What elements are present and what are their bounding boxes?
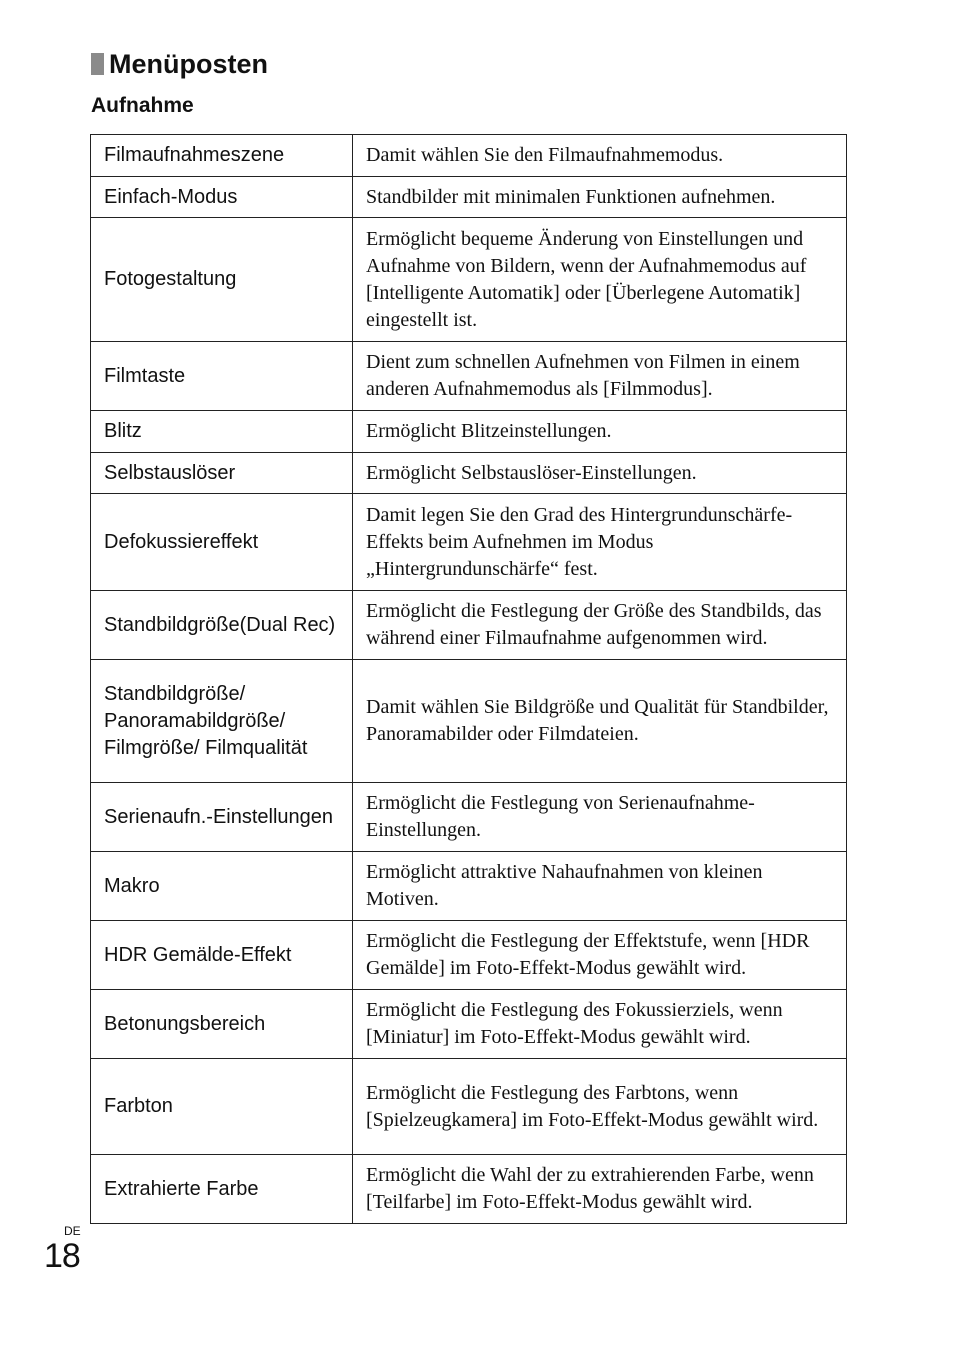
menu-item-description: Ermöglicht die Festlegung des Fokussierziels, wenn [Miniatur] im Foto-Effekt-Modus gewählt wird. xyxy=(353,990,847,1059)
menu-item-description: Dient zum schnellen Aufnehmen von Filmen in einem anderen Aufnahmemodus als [Filmmodus]. xyxy=(353,342,847,411)
table-row xyxy=(91,411,847,453)
table-row xyxy=(91,783,847,852)
language-code: DE xyxy=(64,1224,81,1238)
menu-item-description: Ermöglicht bequeme Änderung von Einstellungen und Aufnahme von Bildern, wenn der Aufnahmemodus auf [Intelligente Automatik] oder [Überlegene Automatik] eingestellt ist. xyxy=(353,218,847,342)
table-row xyxy=(91,591,847,660)
table-row xyxy=(91,1059,847,1155)
menu-item-description: Ermöglicht Blitzeinstellungen. xyxy=(353,411,847,453)
menu-item-name: Einfach-Modus xyxy=(91,177,353,218)
menu-item-name: Filmtaste xyxy=(91,342,353,411)
menu-item-name: Betonungsbereich xyxy=(91,990,353,1059)
menu-item-description: Ermöglicht die Festlegung der Größe des Standbilds, das während einer Filmaufnahme aufgenommen wird. xyxy=(353,591,847,660)
menu-item-name: Makro xyxy=(91,852,353,921)
table-row xyxy=(91,177,847,218)
menu-item-name: Standbildgröße/ Panoramabildgröße/ Filmgröße/ Filmqualität xyxy=(91,660,353,783)
menu-item-description: Ermöglicht Selbstauslöser-Einstellungen. xyxy=(353,453,847,494)
menu-item-name: Serienaufn.-Einstellungen xyxy=(91,783,353,852)
menu-item-description: Damit wählen Sie den Filmaufnahmemodus. xyxy=(353,135,847,177)
menu-item-name: Standbildgröße(Dual Rec) xyxy=(91,591,353,660)
menu-item-description: Standbilder mit minimalen Funktionen aufnehmen. xyxy=(353,177,847,218)
menu-item-description: Ermöglicht die Festlegung von Serienaufnahme-Einstellungen. xyxy=(353,783,847,852)
menu-item-name: Filmaufnahmeszene xyxy=(91,135,353,177)
menu-item-description: Ermöglicht die Festlegung der Effektstufe, wenn [HDR Gemälde] im Foto-Effekt-Modus gewählt wird. xyxy=(353,921,847,990)
table-row xyxy=(91,990,847,1059)
heading-marker-icon xyxy=(91,53,104,75)
menu-item-description: Ermöglicht die Festlegung des Farbtons, wenn [Spielzeugkamera] im Foto-Effekt-Modus gewählt wird. xyxy=(353,1059,847,1155)
page-title: Menüposten xyxy=(109,49,268,79)
menu-item-name: Blitz xyxy=(91,411,353,453)
section-title: Aufnahme xyxy=(91,94,194,117)
table-row xyxy=(91,342,847,411)
table-row xyxy=(91,660,847,783)
table-row xyxy=(91,494,847,591)
menu-table-body xyxy=(91,135,847,1224)
menu-item-description: Damit wählen Sie Bildgröße und Qualität für Standbilder, Panoramabilder oder Filmdateien. xyxy=(353,660,847,783)
menu-item-name: Extrahierte Farbe xyxy=(91,1155,353,1224)
menu-item-description: Ermöglicht attraktive Nahaufnahmen von kleinen Motiven. xyxy=(353,852,847,921)
menu-item-name: Fotogestaltung xyxy=(91,218,353,342)
table-row xyxy=(91,453,847,494)
table-row xyxy=(91,1155,847,1224)
menu-item-description: Damit legen Sie den Grad des Hintergrundunschärfe-Effekts beim Aufnehmen im Modus „Hintergrundunschärfe“ fest. xyxy=(353,494,847,591)
table-row xyxy=(91,218,847,342)
page-number: 18 xyxy=(44,1237,80,1275)
page-heading xyxy=(91,46,268,82)
menu-item-name: HDR Gemälde-Effekt xyxy=(91,921,353,990)
table-row xyxy=(91,135,847,177)
menu-item-description: Ermöglicht die Wahl der zu extrahierenden Farbe, wenn [Teilfarbe] im Foto-Effekt-Modus gewählt wird. xyxy=(353,1155,847,1224)
menu-item-name: Farbton xyxy=(91,1059,353,1155)
menu-table xyxy=(90,134,847,1224)
menu-item-name: Defokussiereffekt xyxy=(91,494,353,591)
menu-item-name: Selbstauslöser xyxy=(91,453,353,494)
table-row xyxy=(91,921,847,990)
table-row xyxy=(91,852,847,921)
